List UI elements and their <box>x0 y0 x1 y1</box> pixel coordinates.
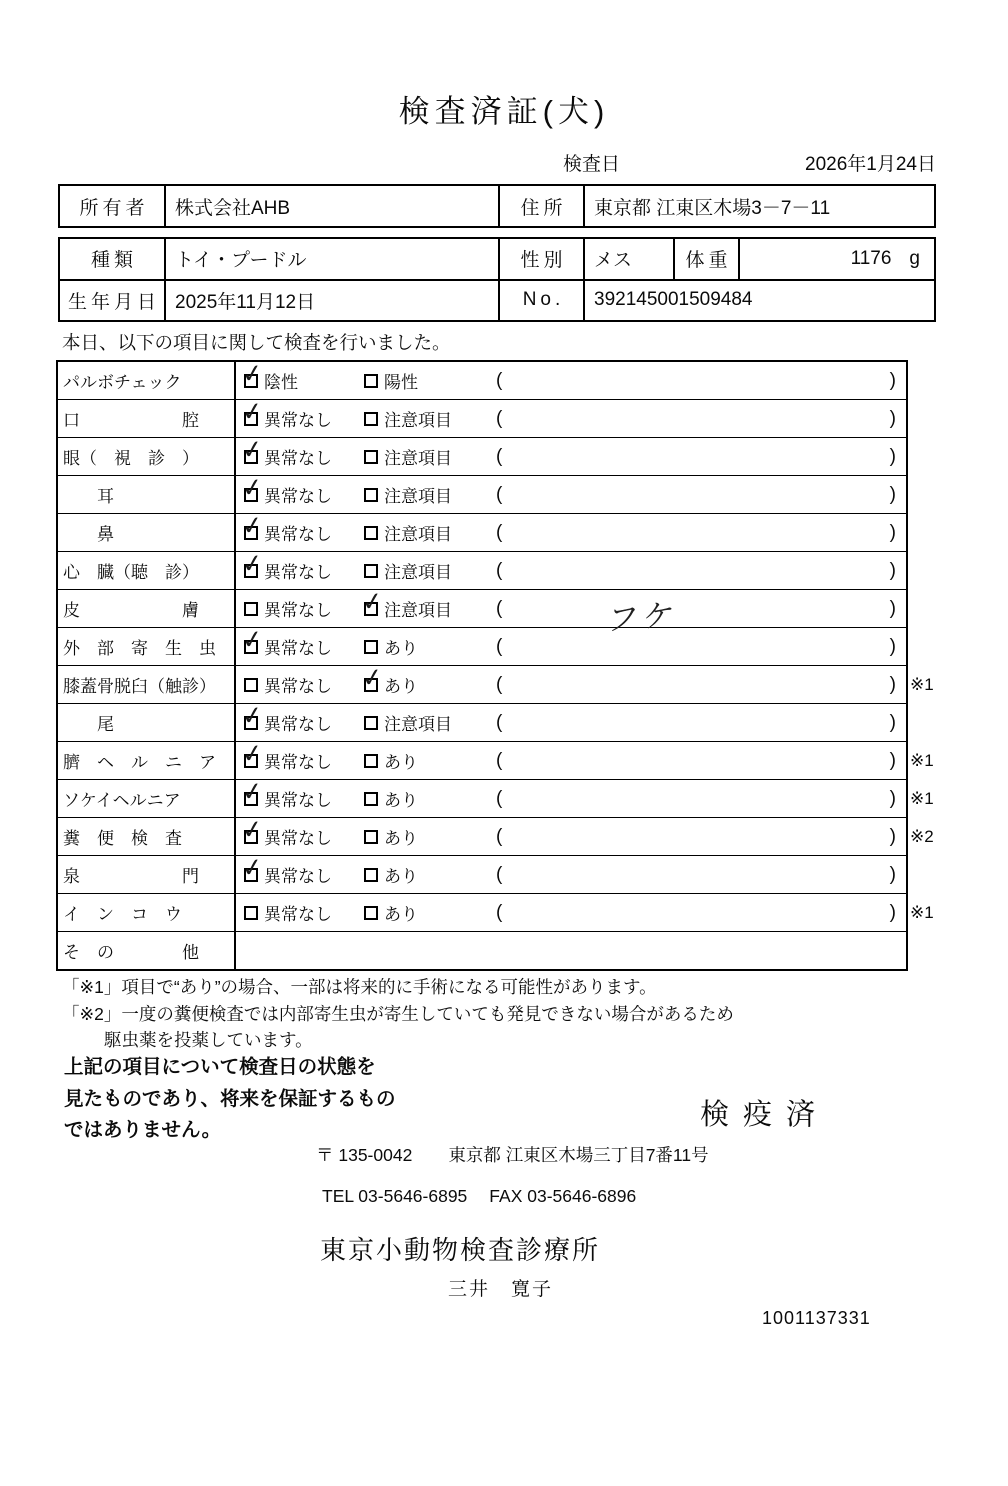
footnote-2: 「※2」一度の糞便検査では内部寄生虫が寄生していても発見できない場合があるため <box>62 1003 734 1024</box>
pet-table-row-1 <box>60 239 934 281</box>
option-secondary <box>364 482 496 507</box>
option-secondary <box>364 786 496 811</box>
serial-number: 1001137331 <box>762 1308 871 1328</box>
checkbox-label: あり <box>384 639 418 658</box>
paren-close: ) <box>889 597 896 619</box>
paren-close: ) <box>889 445 896 467</box>
checkbox <box>360 586 385 617</box>
option-secondary <box>364 862 496 887</box>
row-item-label: 糞 便 検 査 <box>58 818 236 855</box>
checkbox-label: あり <box>384 791 418 810</box>
checkbox-label: 注意項目 <box>384 601 452 620</box>
checklist-row <box>58 434 906 476</box>
row-item-label: 鼻 <box>58 514 236 551</box>
option-secondary <box>364 520 496 545</box>
check-mark: ✓ <box>240 852 265 883</box>
checkbox <box>240 700 265 731</box>
check-mark: ✓ <box>240 548 265 579</box>
pet-table <box>58 237 936 322</box>
row-item-label: イ ン コ ウ <box>58 894 236 931</box>
check-mark: ✓ <box>240 396 265 427</box>
paren-open: ( <box>496 559 503 581</box>
checkbox-label: 注意項目 <box>384 715 452 734</box>
footnote-mark: ※1 <box>910 788 934 808</box>
paren-close: ) <box>889 369 896 391</box>
paren-close: ) <box>889 483 896 505</box>
checkbox-label: 陽性 <box>384 373 418 392</box>
row-body <box>236 548 906 589</box>
checkbox <box>244 602 258 616</box>
checkbox-label: 異常なし <box>264 677 332 696</box>
address-value: 東京都 江東区木場3－7－11 <box>594 197 831 219</box>
remark-area <box>496 864 906 886</box>
check-mark: ✓ <box>240 814 265 845</box>
remark-area <box>496 826 906 848</box>
option-primary <box>240 776 364 811</box>
row-body <box>236 434 906 475</box>
remark-area <box>496 674 906 696</box>
checklist-row <box>58 472 906 514</box>
paren-open: ( <box>496 825 503 847</box>
birth-value: 2025年11月12日 <box>166 281 500 321</box>
pet-table-row-2 <box>60 281 934 321</box>
breed-value: トイ・プードル <box>166 239 500 279</box>
disclaimer-line-3: ではありません。 <box>64 1119 222 1142</box>
option-secondary <box>360 662 496 697</box>
checkbox-label: 注意項目 <box>384 487 452 506</box>
checkbox-label: 異常なし <box>264 791 332 810</box>
paren-close: ) <box>889 559 896 581</box>
option-primary <box>240 396 364 431</box>
footnote-3: 駆虫薬を投薬しています。 <box>104 1030 313 1051</box>
remark-area <box>496 788 906 810</box>
option-secondary <box>364 406 496 431</box>
document-title: 検査済証(犬) <box>398 94 610 129</box>
option-primary <box>240 434 364 469</box>
checkbox <box>364 412 378 426</box>
check-mark: ✓ <box>360 586 385 617</box>
weight-cell <box>740 239 934 279</box>
option-primary <box>240 738 364 773</box>
checklist-row <box>58 510 906 552</box>
check-mark: ✓ <box>240 700 265 731</box>
checkbox <box>364 792 378 806</box>
check-mark: ✓ <box>240 624 265 655</box>
row-item-label: 外 部 寄 生 虫 <box>58 628 236 665</box>
remark-area <box>496 636 906 658</box>
remark-area <box>496 902 906 924</box>
checkbox-label: あり <box>384 867 418 886</box>
checkbox <box>364 564 378 578</box>
checklist-row <box>58 814 934 856</box>
row-body <box>236 624 906 665</box>
option-primary <box>240 624 364 659</box>
intro-text: 本日、以下の項目に関して検査を行いました。 <box>62 332 451 353</box>
remark-area <box>496 712 906 734</box>
sex-label: 性別 <box>500 239 585 279</box>
checkbox <box>240 738 265 769</box>
checkbox <box>364 754 378 768</box>
disclaimer-line-1: 上記の項目について検査日の状態を <box>64 1056 376 1078</box>
option-secondary <box>364 824 496 849</box>
row-item-label: 耳 <box>58 476 236 513</box>
paren-close: ) <box>889 901 896 923</box>
paren-open: ( <box>496 521 503 543</box>
checklist-row <box>58 548 906 590</box>
paren-open: ( <box>496 787 503 809</box>
row-item-label: 心 臓（聴 診） <box>58 552 236 589</box>
checklist-row <box>58 624 906 666</box>
checkbox-label: 注意項目 <box>384 525 452 544</box>
option-secondary <box>364 558 496 583</box>
check-mark: ✓ <box>240 434 265 465</box>
checkbox <box>364 488 378 502</box>
row-body <box>236 396 906 437</box>
check-mark: ✓ <box>240 738 265 769</box>
paren-close: ) <box>889 863 896 885</box>
paren-open: ( <box>496 673 503 695</box>
paren-close: ) <box>889 825 896 847</box>
footnote-mark: ※2 <box>910 826 934 846</box>
checkbox-label: あり <box>384 829 418 848</box>
veterinarian-name: 三井 寛子 <box>448 1279 554 1300</box>
checkbox-label: 異常なし <box>264 487 332 506</box>
checkbox <box>364 640 378 654</box>
paren-open: ( <box>496 483 503 505</box>
row-item-label: 尾 <box>58 704 236 741</box>
checklist-row <box>58 358 906 400</box>
paren-open: ( <box>496 407 503 429</box>
weight-unit: g <box>909 247 920 269</box>
row-item-label: 臍 ヘ ル ニ ア <box>58 742 236 779</box>
row-body <box>236 700 906 741</box>
checkbox <box>244 678 258 692</box>
remark-area <box>496 522 906 544</box>
remark-area <box>496 408 906 430</box>
remark-area <box>496 484 906 506</box>
checkbox <box>240 510 265 541</box>
birth-label: 生年月日 <box>60 281 166 321</box>
clinic-address-line <box>316 1142 709 1167</box>
option-primary <box>244 900 364 925</box>
row-item-label: 口 腔 <box>58 400 236 437</box>
checkbox <box>240 434 265 465</box>
option-secondary <box>364 710 496 735</box>
checkbox-label: 異常なし <box>264 411 332 430</box>
check-mark: ✓ <box>360 662 385 693</box>
checklist-row <box>58 852 906 894</box>
checklist-row <box>58 894 934 932</box>
checkbox-label: あり <box>384 905 418 924</box>
checklist-row <box>58 662 934 704</box>
checkbox-label: あり <box>384 677 418 696</box>
paren-close: ) <box>889 711 896 733</box>
clinic-fax: FAX 03-5646-6896 <box>489 1186 637 1206</box>
remark-area <box>496 596 906 638</box>
check-mark: ✓ <box>240 358 265 389</box>
remark-area <box>496 560 906 582</box>
option-secondary <box>364 900 496 925</box>
checkbox <box>240 396 265 427</box>
paren-open: ( <box>496 597 503 619</box>
option-primary <box>244 672 364 697</box>
option-secondary <box>360 586 496 621</box>
row-body <box>236 814 906 855</box>
checkbox-label: 異常なし <box>264 905 332 924</box>
paren-close: ) <box>889 635 896 657</box>
checkbox <box>364 906 378 920</box>
checkbox <box>364 374 378 388</box>
checkbox <box>364 450 378 464</box>
checkbox-label: 異常なし <box>264 601 332 620</box>
row-item-label: 泉 門 <box>58 856 236 893</box>
checkbox <box>240 852 265 883</box>
paren-close: ) <box>889 673 896 695</box>
quarantine-passed-stamp: 検疫済 <box>700 1099 830 1131</box>
checkbox <box>244 906 258 920</box>
check-mark: ✓ <box>240 510 265 541</box>
handwritten-note: フケ <box>602 596 679 638</box>
checkbox <box>240 472 265 503</box>
checkbox-label: 注意項目 <box>384 563 452 582</box>
clinic-contact-line <box>322 1186 636 1207</box>
row-body <box>236 932 906 969</box>
row-body <box>236 358 906 399</box>
row-item-label: 膝蓋骨脱臼（触診） <box>58 666 236 703</box>
option-secondary <box>364 748 496 773</box>
breed-label: 種類 <box>60 239 166 279</box>
paren-close: ) <box>889 521 896 543</box>
paren-open: ( <box>496 863 503 885</box>
paren-close: ) <box>889 749 896 771</box>
option-secondary <box>364 444 496 469</box>
remark-area <box>496 750 906 772</box>
no-label: No. <box>500 281 585 321</box>
checklist-table <box>56 358 934 971</box>
checkbox <box>240 624 265 655</box>
remark-area <box>496 446 906 468</box>
row-body <box>236 894 906 931</box>
checkbox <box>364 830 378 844</box>
address-label: 住所 <box>500 186 585 226</box>
option-secondary <box>364 634 496 659</box>
row-item-label: 皮 膚 <box>58 590 236 627</box>
checkbox-label: 異常なし <box>264 525 332 544</box>
footnote-mark: ※1 <box>910 674 934 694</box>
footnote-mark: ※1 <box>910 902 934 922</box>
row-body <box>236 852 906 893</box>
checkbox-label: 異常なし <box>264 753 332 772</box>
checkbox <box>240 358 265 389</box>
checkbox-label: あり <box>384 753 418 772</box>
checklist-body <box>58 358 934 969</box>
clinic-address: 東京都 江東区木場三丁目7番11号 <box>448 1145 709 1165</box>
checklist-row <box>58 700 906 742</box>
option-primary <box>240 358 364 393</box>
checkbox-label: 異常なし <box>264 715 332 734</box>
footnote-1: 「※1」項目で“あり”の場合、一部は将来的に手術になる可能性があります。 <box>62 977 657 997</box>
checkbox <box>360 662 385 693</box>
footnotes <box>62 974 734 1054</box>
clinic-tel: TEL 03-5646-6895 <box>322 1186 468 1206</box>
checklist-row <box>58 932 906 969</box>
option-primary <box>240 852 364 887</box>
row-body <box>236 662 906 703</box>
row-body <box>236 510 906 551</box>
checkbox-label: 異常なし <box>264 449 332 468</box>
paren-open: ( <box>496 901 503 923</box>
row-body <box>236 586 906 638</box>
option-primary <box>240 700 364 735</box>
paren-open: ( <box>496 749 503 771</box>
row-body <box>236 472 906 513</box>
checkbox <box>364 526 378 540</box>
checkbox-label: 注意項目 <box>384 411 452 430</box>
inspection-date-value: 2026年1月24日 <box>805 154 936 175</box>
option-primary <box>240 510 364 545</box>
checkbox-label: 異常なし <box>264 563 332 582</box>
checkbox-label: 異常なし <box>264 867 332 886</box>
option-secondary <box>364 368 496 393</box>
no-value: 392145001509484 <box>594 289 753 311</box>
option-primary <box>244 596 364 621</box>
row-item-label: パルボチェック <box>58 362 236 399</box>
row-body <box>236 776 906 817</box>
row-item-label: ソケイヘルニア <box>58 780 236 817</box>
footnote-mark: ※1 <box>910 750 934 770</box>
row-body <box>236 738 906 779</box>
checkbox-label: 陰性 <box>264 373 298 392</box>
disclaimer-line-2: 見たものであり、将来を保証するもの <box>64 1087 396 1110</box>
checkbox <box>364 868 378 882</box>
checkbox-label: 異常なし <box>264 829 332 848</box>
checkbox <box>240 548 265 579</box>
owner-label: 所有者 <box>60 186 166 226</box>
clinic-name: 東京小動物検査診療所 <box>320 1235 601 1265</box>
row-item-label: 眼（ 視 診 ） <box>58 438 236 475</box>
weight-value: 1176 <box>850 247 892 269</box>
disclaimer-statement <box>64 1052 396 1147</box>
weight-label: 体重 <box>675 239 740 279</box>
paren-open: ( <box>496 635 503 657</box>
checklist-row <box>58 586 906 638</box>
option-primary <box>240 548 364 583</box>
paren-open: ( <box>496 445 503 467</box>
checkbox <box>240 776 265 807</box>
checkbox-label: 異常なし <box>264 639 332 658</box>
checkbox-label: 注意項目 <box>384 449 452 468</box>
remark-area <box>496 370 906 392</box>
sex-value: メス <box>585 239 675 279</box>
checklist-row <box>58 396 906 438</box>
paren-open: ( <box>496 711 503 733</box>
check-mark: ✓ <box>240 776 265 807</box>
paren-open: ( <box>496 369 503 391</box>
check-mark: ✓ <box>240 472 265 503</box>
checklist-row <box>58 776 934 818</box>
checkbox <box>364 716 378 730</box>
paren-close: ) <box>889 787 896 809</box>
owner-value: 株式会社AHB <box>166 186 500 226</box>
clinic-postal-code: 〒 135-0042 <box>316 1145 413 1165</box>
option-primary <box>240 472 364 507</box>
inspection-date-row <box>563 149 936 176</box>
inspection-date-label: 検査日 <box>563 154 621 175</box>
row-item-label: そ の 他 <box>58 932 236 969</box>
option-primary <box>240 814 364 849</box>
owner-table <box>58 184 936 228</box>
checkbox <box>240 814 265 845</box>
paren-close: ) <box>889 407 896 429</box>
checklist-row <box>58 738 934 780</box>
